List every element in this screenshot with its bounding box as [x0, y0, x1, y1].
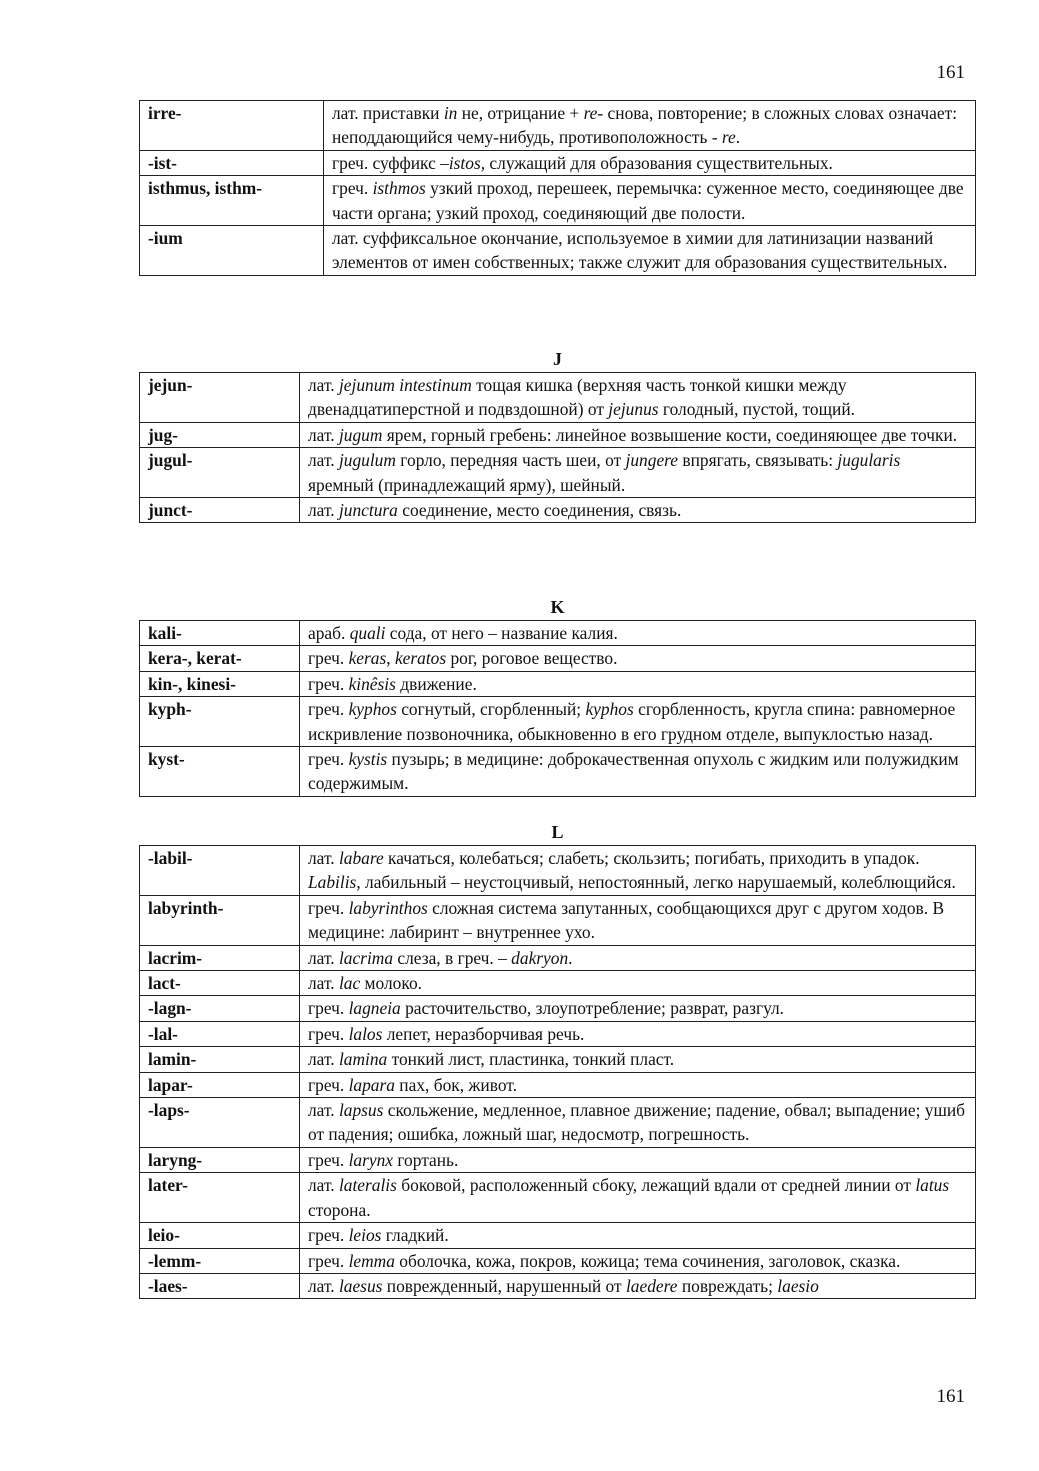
- entry-definition: греч. larynx гортань.: [300, 1147, 976, 1172]
- entry-definition: греч. lemma оболочка, кожа, покров, кожица; тема сочинения, заголовок, сказка.: [300, 1248, 976, 1273]
- entry-term: jejun-: [140, 373, 300, 423]
- table-row: [140, 1021, 976, 1046]
- section-k: [139, 595, 976, 797]
- entry-term: later-: [140, 1173, 300, 1223]
- table-row: [140, 1098, 976, 1148]
- entry-definition: лат. jejunum intestinum тощая кишка (верхняя часть тонкой кишки между двенадцатиперстной и подвздошной) от jejunus голодный, пустой, тощий.: [300, 373, 976, 423]
- table-row: [140, 101, 976, 151]
- section-i: [139, 100, 976, 276]
- entry-definition: греч. kystis пузырь; в медицине: доброкачественная опухоль с жидким или полужидким содержимым.: [300, 747, 976, 797]
- entry-definition: лат. jugulum горло, передняя часть шеи, от jungere впрягать, связывать: jugularis яремный (принадлежащий ярму), шейный.: [300, 448, 976, 498]
- entry-definition: лат. laesus поврежденный, нарушенный от laedere повреждать; laesio: [300, 1273, 976, 1298]
- table-row: [140, 621, 976, 646]
- entry-term: junct-: [140, 498, 300, 523]
- entry-term: -laes-: [140, 1273, 300, 1298]
- dictionary-table-k: [139, 620, 976, 797]
- table-row: [140, 226, 976, 276]
- table-row: [140, 895, 976, 945]
- table-row: [140, 498, 976, 523]
- entry-term: leio-: [140, 1223, 300, 1248]
- table-row: [140, 747, 976, 797]
- entry-term: kera-, kerat-: [140, 646, 300, 671]
- entry-term: kyst-: [140, 747, 300, 797]
- entry-definition: лат. labare качаться, колебаться; слабеть; скользить; погибать, приходить в упадок. Labilis, лабильный – неустоцчивый, непостоянный, легко нарушаемый, колеблющийся.: [300, 846, 976, 896]
- dictionary-table-l: [139, 845, 976, 1299]
- table-row: [140, 945, 976, 970]
- table-row: [140, 671, 976, 696]
- entry-definition: лат. lacrima слеза, в греч. – dakryon.: [300, 945, 976, 970]
- entry-definition: греч. kyphos согнутый, сгорбленный; kyphos сгорбленность, кругла спина: равномерное искривление позвоночника, обыкновенно в его грудном отделе, выпуклостью назад.: [300, 697, 976, 747]
- entry-term: kali-: [140, 621, 300, 646]
- table-row: [140, 422, 976, 447]
- table-row: [140, 971, 976, 996]
- dictionary-table-i: [139, 100, 976, 276]
- entry-definition: греч. isthmos узкий проход, перешеек, перемычка: суженное место, соединяющее две части органа; узкий проход, соединяющий две полости.: [324, 176, 976, 226]
- entry-definition: лат. приставки in не, отрицание + re- снова, повторение; в сложных словах означает: неподдающийся чему-нибудь, противоположность - re.: [324, 101, 976, 151]
- page-number-top: 161: [936, 62, 965, 83]
- entry-term: lapar-: [140, 1072, 300, 1097]
- entry-term: kin-, kinesi-: [140, 671, 300, 696]
- table-row: [140, 176, 976, 226]
- entry-definition: греч. keras, keratos рог, роговое вещество.: [300, 646, 976, 671]
- entry-term: lamin-: [140, 1047, 300, 1072]
- entry-definition: греч. lalos лепет, неразборчивая речь.: [300, 1021, 976, 1046]
- table-row: [140, 646, 976, 671]
- entry-term: -ium: [140, 226, 324, 276]
- entry-definition: греч. labyrinthos сложная система запутанных, сообщающихся друг с другом ходов. В медицине: лабиринт – внутреннее ухо.: [300, 895, 976, 945]
- entry-term: -lemm-: [140, 1248, 300, 1273]
- entry-definition: греч. суффикс –istos, служащий для образования существительных.: [324, 150, 976, 175]
- entry-definition: лат. суффиксальное окончание, используемое в химии для латинизации названий элементов от имен собственных; также служит для образования существительных.: [324, 226, 976, 276]
- table-row: [140, 1173, 976, 1223]
- table-row: [140, 1223, 976, 1248]
- entry-term: -ist-: [140, 150, 324, 175]
- table-row: [140, 1047, 976, 1072]
- entry-term: -labil-: [140, 846, 300, 896]
- entry-definition: греч. kinêsis движение.: [300, 671, 976, 696]
- table-row: [140, 996, 976, 1021]
- entry-term: lact-: [140, 971, 300, 996]
- section-l: [139, 820, 976, 1299]
- entry-definition: лат. junctura соединение, место соединения, связь.: [300, 498, 976, 523]
- table-row: [140, 1273, 976, 1298]
- entry-definition: греч. leios гладкий.: [300, 1223, 976, 1248]
- table-row: [140, 697, 976, 747]
- table-row: [140, 846, 976, 896]
- entry-definition: греч. lapara пах, бок, живот.: [300, 1072, 976, 1097]
- entry-definition: греч. lagneia расточительство, злоупотребление; разврат, разгул.: [300, 996, 976, 1021]
- entry-definition: лат. lac молоко.: [300, 971, 976, 996]
- entry-term: -lagn-: [140, 996, 300, 1021]
- table-row: [140, 1248, 976, 1273]
- table-row: [140, 1147, 976, 1172]
- section-letter-l: L: [551, 822, 564, 842]
- entry-term: laryng-: [140, 1147, 300, 1172]
- section-letter-j: J: [553, 349, 562, 369]
- entry-term: kyph-: [140, 697, 300, 747]
- entry-term: jug-: [140, 422, 300, 447]
- entry-term: lacrim-: [140, 945, 300, 970]
- section-j: [139, 347, 976, 523]
- entry-definition: лат. lamina тонкий лист, пластинка, тонкий пласт.: [300, 1047, 976, 1072]
- entry-term: jugul-: [140, 448, 300, 498]
- entry-definition: лат. lapsus скольжение, медленное, плавное движение; падение, обвал; выпадение; ушиб от падения; ошибка, ложный шаг, недосмотр, погрешность.: [300, 1098, 976, 1148]
- entry-term: irre-: [140, 101, 324, 151]
- entry-term: -laps-: [140, 1098, 300, 1148]
- table-row: [140, 373, 976, 423]
- dictionary-table-j: [139, 372, 976, 523]
- entry-term: -lal-: [140, 1021, 300, 1046]
- table-row: [140, 1072, 976, 1097]
- entry-definition: лат. jugum ярем, горный гребень: линейное возвышение кости, соединяющее две точки.: [300, 422, 976, 447]
- entry-term: isthmus, isthm-: [140, 176, 324, 226]
- table-row: [140, 448, 976, 498]
- entry-term: labyrinth-: [140, 895, 300, 945]
- entry-definition: араб. quali сода, от него – название калия.: [300, 621, 976, 646]
- page-number-bottom: 161: [936, 1386, 965, 1407]
- entry-definition: лат. lateralis боковой, расположенный сбоку, лежащий вдали от средней линии от latus сторона.: [300, 1173, 976, 1223]
- table-row: [140, 150, 976, 175]
- section-letter-k: K: [550, 597, 565, 617]
